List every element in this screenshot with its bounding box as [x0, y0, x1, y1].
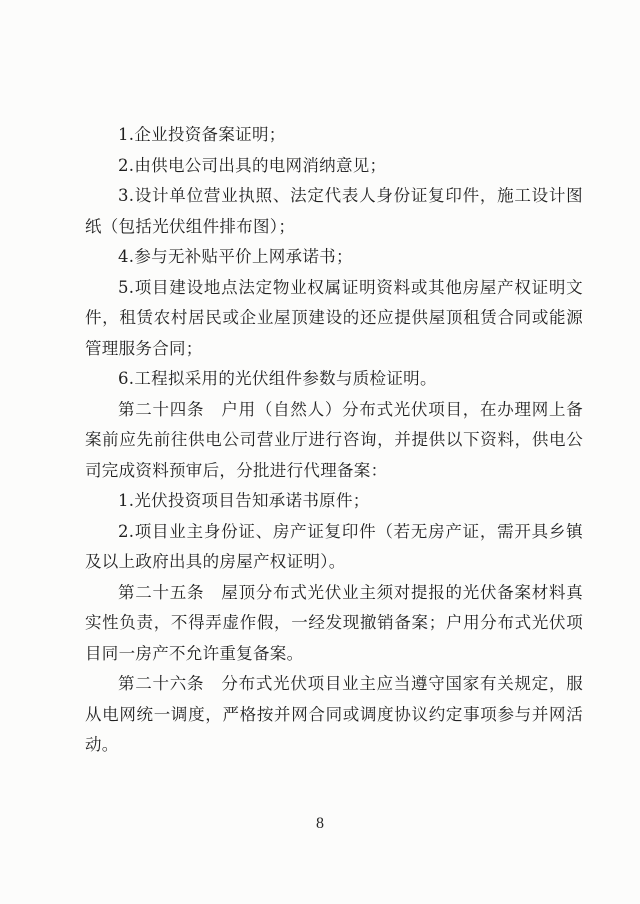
paragraph-item-3: 3.设计单位营业执照、法定代表人身份证复印件，施工设计图纸（包括光伏组件排布图）；: [85, 186, 583, 236]
paragraph-item-2: 2.由供电公司出具的电网消纳意见；: [118, 155, 387, 175]
paragraph-item-4: 4.参与无补贴平价上网承诺书；: [118, 247, 353, 266]
paragraph-article-24: 第二十四条 户用（自然人）分布式光伏项目，在办理网上备案前应先前往供电公司营业厅进行咨询，并提供以下资料，供电公司完成资料预审后，分批进行代理备案：: [85, 399, 583, 480]
paragraph-article-25: 第二十五条 屋顶分布式光伏业主须对提报的光伏备案材料真实性负责，不得弄虚作假，一经发现撤销备案；户用分布式光伏项目同一房产不允许重复备案。: [85, 582, 583, 663]
paragraph-article-24-item-2: 2.项目业主身份证、房产证复印件（若无房产证，需开具乡镇及以上政府出具的房屋产权证明）。: [85, 521, 583, 571]
paragraph-item-6: 6.工程拟采用的光伏组件参数与质检证明。: [118, 369, 437, 388]
paragraph-article-24-item-1: 1.光伏投资项目告知承诺书原件；: [118, 491, 370, 510]
paragraph-item-5: 5.项目建设地点法定物业权属证明资料或其他房屋产权证明文件，租赁农村居民或企业屋顶建设的还应提供屋顶租赁合同或能源管理服务合同；: [85, 277, 583, 358]
page-number: 8: [316, 815, 324, 832]
document-body: [85, 120, 583, 761]
paragraph-item-1: 1.企业投资备案证明；: [118, 125, 286, 144]
paragraph-article-26: 第二十六条 分布式光伏项目业主应当遵守国家有关规定，服从电网统一调度，严格按并网合同或调度协议约定事项参与并网活动。: [85, 674, 583, 754]
